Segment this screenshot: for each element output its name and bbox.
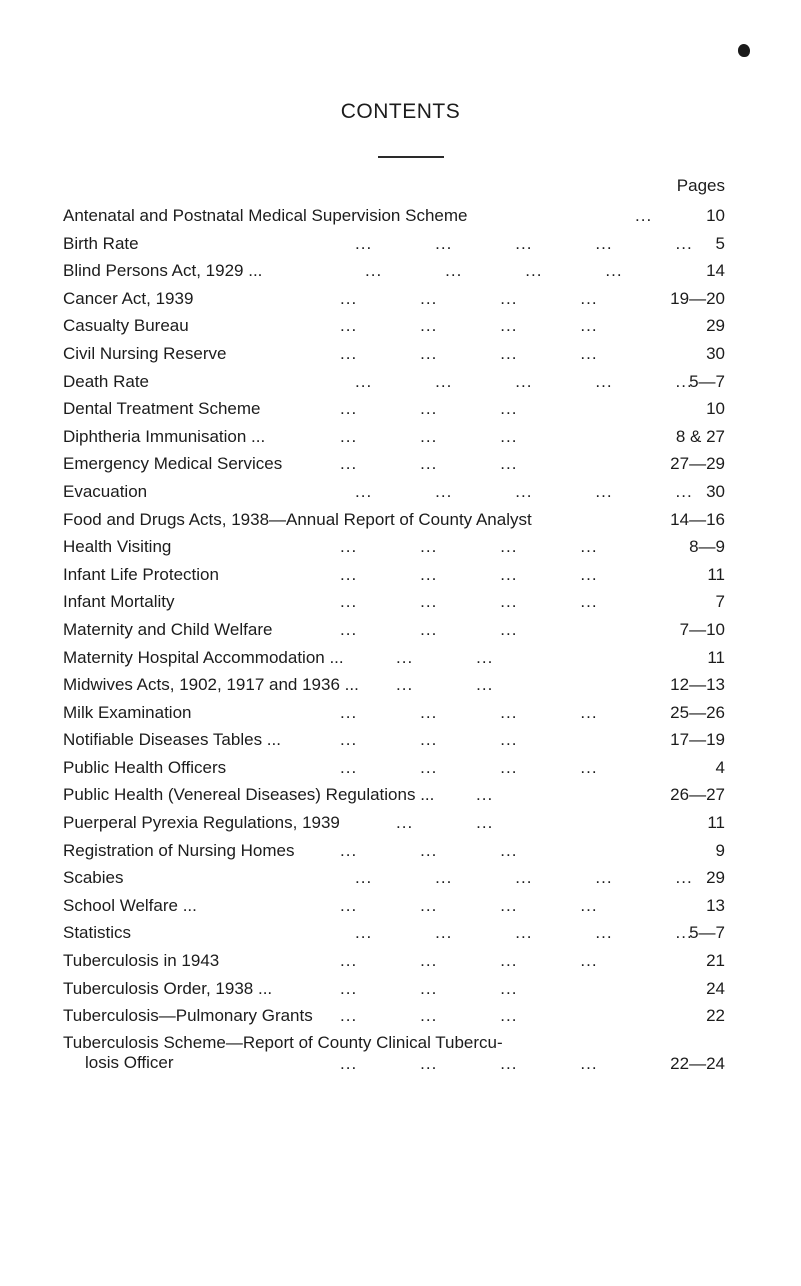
entry-leader-dots: ... ... ... ... [340, 702, 598, 722]
entry-title: Birth Rate [63, 233, 139, 253]
entry-leader-dots: ... ... ... ... [340, 343, 598, 363]
entry-page-numbers: 13 [706, 895, 725, 915]
entry-leader-dots: ... [635, 206, 653, 225]
contents-entry [63, 533, 725, 561]
entry-leader-dots: ... ... ... [340, 978, 518, 998]
entry-leader-dots: ... ... ... ... [340, 757, 598, 777]
ink-blot-mark [738, 44, 750, 57]
entry-page-numbers: 25—26 [670, 702, 725, 722]
contents-entry [63, 892, 725, 920]
entry-page-numbers: 22 [706, 1006, 725, 1026]
contents-entry [63, 754, 725, 782]
entry-leader-dots: ... ... ... ... ... [355, 233, 693, 253]
contents-entry [63, 947, 725, 975]
entry-leader-dots: ... ... ... [340, 730, 518, 750]
contents-entry [63, 864, 725, 892]
entry-page-numbers: 5—7 [689, 923, 725, 943]
contents-entry [63, 809, 725, 837]
entry-title: School Welfare ... [63, 895, 197, 915]
entry-leader-dots: ... ... ... ... [365, 261, 623, 281]
entry-page-numbers: 4 [715, 757, 725, 777]
entry-page-numbers: 10 [706, 206, 725, 225]
entry-leader-dots: ... ... ... ... [340, 288, 598, 308]
contents-entry [63, 1002, 725, 1030]
entry-leader-dots: ... ... ... ... ... [355, 868, 693, 888]
entry-page-numbers: 21 [706, 951, 725, 971]
entry-title: Diphtheria Immunisation ... [63, 426, 266, 446]
entry-leader-dots: ... ... ... [340, 426, 518, 446]
page-title: CONTENTS [340, 100, 461, 123]
entry-leader-dots: ... ... ... ... [340, 592, 598, 612]
entry-title: Health Visiting [63, 537, 172, 557]
entry-leader-dots: ... ... ... [340, 454, 518, 474]
entry-page-numbers: 26—27 [670, 785, 725, 805]
contents-entry [63, 837, 725, 865]
entry-page-numbers: 30 [706, 481, 725, 501]
entry-title: Public Health Officers [63, 757, 227, 777]
entry-title: Maternity Hospital Accommodation ... [63, 647, 344, 667]
contents-entry [63, 671, 725, 699]
entry-leader-dots: ... ... ... [340, 619, 518, 639]
contents-entry [63, 368, 725, 396]
pages-column-heading: Pages [676, 176, 725, 195]
entry-page-numbers: 5—7 [689, 371, 725, 391]
entry-leader-dots: ... ... ... ... ... [355, 481, 693, 501]
entry-title: Maternity and Child Welfare [63, 619, 273, 639]
entry-page-numbers: 11 [707, 647, 725, 667]
entry-page-numbers: 8 & 27 [675, 426, 725, 446]
entry-page-numbers: 22—24 [670, 1053, 725, 1073]
entry-page-numbers: 14—16 [670, 509, 725, 529]
entry-title: Tuberculosis in 1943 [63, 951, 220, 971]
entry-page-numbers: 7—10 [679, 619, 725, 639]
contents-entry [63, 230, 725, 258]
entry-leader-dots: ... ... ... ... [340, 564, 598, 584]
title-underline-rule [378, 156, 444, 158]
entry-page-numbers: 11 [707, 813, 725, 833]
entry-leader-dots: ... ... ... [340, 1006, 518, 1026]
entry-leader-dots: ... ... ... ... [340, 537, 598, 557]
entry-page-numbers: 10 [706, 399, 725, 419]
contents-entry [63, 644, 725, 672]
entry-page-numbers: 27—29 [670, 454, 725, 474]
entry-title: Emergency Medical Services [63, 454, 283, 474]
entry-page-numbers: 12—13 [670, 675, 725, 695]
contents-entry [63, 285, 725, 313]
entry-page-numbers: 29 [706, 316, 725, 336]
entry-page-numbers: 14 [706, 261, 725, 281]
contents-entry [63, 257, 725, 285]
contents-entry [63, 919, 725, 947]
contents-entry [63, 423, 725, 451]
entry-title: Casualty Bureau [63, 316, 189, 336]
entry-leader-dots: ... ... [396, 813, 494, 833]
entry-title: Midwives Acts, 1902, 1917 and 1936 ... [63, 675, 359, 695]
contents-entry [63, 340, 725, 368]
entry-leader-dots: ... [476, 785, 494, 805]
entry-title: Food and Drugs Acts, 1938—Annual Report of County Analyst [63, 509, 532, 529]
entry-title: Evacuation [63, 481, 148, 501]
entry-leader-dots: ... ... ... ... [340, 895, 598, 915]
entry-page-numbers: 29 [706, 868, 725, 888]
entry-page-numbers: 5 [715, 233, 725, 253]
entry-title: Death Rate [63, 371, 149, 391]
contents-entry [63, 1030, 725, 1076]
contents-entry [63, 478, 725, 506]
entry-leader-dots: ... ... ... [340, 399, 518, 419]
entry-title: Blind Persons Act, 1929 ... [63, 261, 263, 281]
contents-list [63, 202, 725, 1076]
contents-entry [63, 395, 725, 423]
contents-entry [63, 781, 725, 809]
entry-page-numbers: 30 [706, 343, 725, 363]
entry-title-line-1: Tuberculosis Scheme—Report of County Clinical Tubercu- [63, 1032, 503, 1052]
contents-entry [63, 975, 725, 1003]
entry-leader-dots: ... ... [396, 675, 494, 695]
contents-entry [63, 202, 725, 230]
entry-title: Registration of Nursing Homes [63, 840, 295, 860]
contents-entry [63, 726, 725, 754]
contents-entry [63, 312, 725, 340]
entry-title: Milk Examination [63, 702, 192, 722]
entry-title: Scabies [63, 868, 124, 888]
contents-entry [63, 699, 725, 727]
entry-title: Dental Treatment Scheme [63, 399, 261, 419]
entry-title: Civil Nursing Reserve [63, 343, 227, 363]
entry-leader-dots: ... ... ... ... ... [355, 923, 693, 943]
entry-page-numbers: 9 [715, 840, 725, 860]
entry-title: Cancer Act, 1939 [63, 288, 194, 308]
entry-title: Notifiable Diseases Tables ... [63, 730, 281, 750]
entry-page-numbers: 11 [707, 564, 725, 584]
contents-entry [63, 506, 725, 534]
entry-leader-dots: ... ... ... ... [340, 316, 598, 336]
entry-title: Infant Life Protection [63, 564, 219, 584]
entry-page-numbers: 8—9 [689, 537, 725, 557]
entry-title: Statistics [63, 923, 132, 943]
entry-leader-dots: ... ... ... ... [340, 951, 598, 971]
entry-leader-dots: ... ... ... ... [340, 1053, 598, 1073]
entry-leader-dots: ... ... ... ... ... [355, 371, 693, 391]
entry-title: Puerperal Pyrexia Regulations, 1939 [63, 813, 340, 833]
entry-leader-dots: ... ... [396, 647, 494, 667]
contents-entry [63, 616, 725, 644]
entry-title: Antenatal and Postnatal Medical Supervision Scheme [63, 206, 468, 225]
entry-title: Tuberculosis Order, 1938 ... [63, 978, 273, 998]
entry-page-numbers: 17—19 [670, 730, 725, 750]
entry-page-numbers: 19—20 [670, 288, 725, 308]
contents-entry [63, 588, 725, 616]
contents-entry [63, 561, 725, 589]
entry-title: Tuberculosis—Pulmonary Grants [63, 1006, 313, 1026]
entry-title-line-2: losis Officer [85, 1052, 174, 1072]
entry-leader-dots: ... ... ... [340, 840, 518, 860]
entry-title: Infant Mortality [63, 592, 175, 612]
entry-page-numbers: 24 [706, 978, 725, 998]
contents-entry [63, 450, 725, 478]
entry-page-numbers: 7 [715, 592, 725, 612]
entry-title: Public Health (Venereal Diseases) Regulations ... [63, 785, 435, 805]
